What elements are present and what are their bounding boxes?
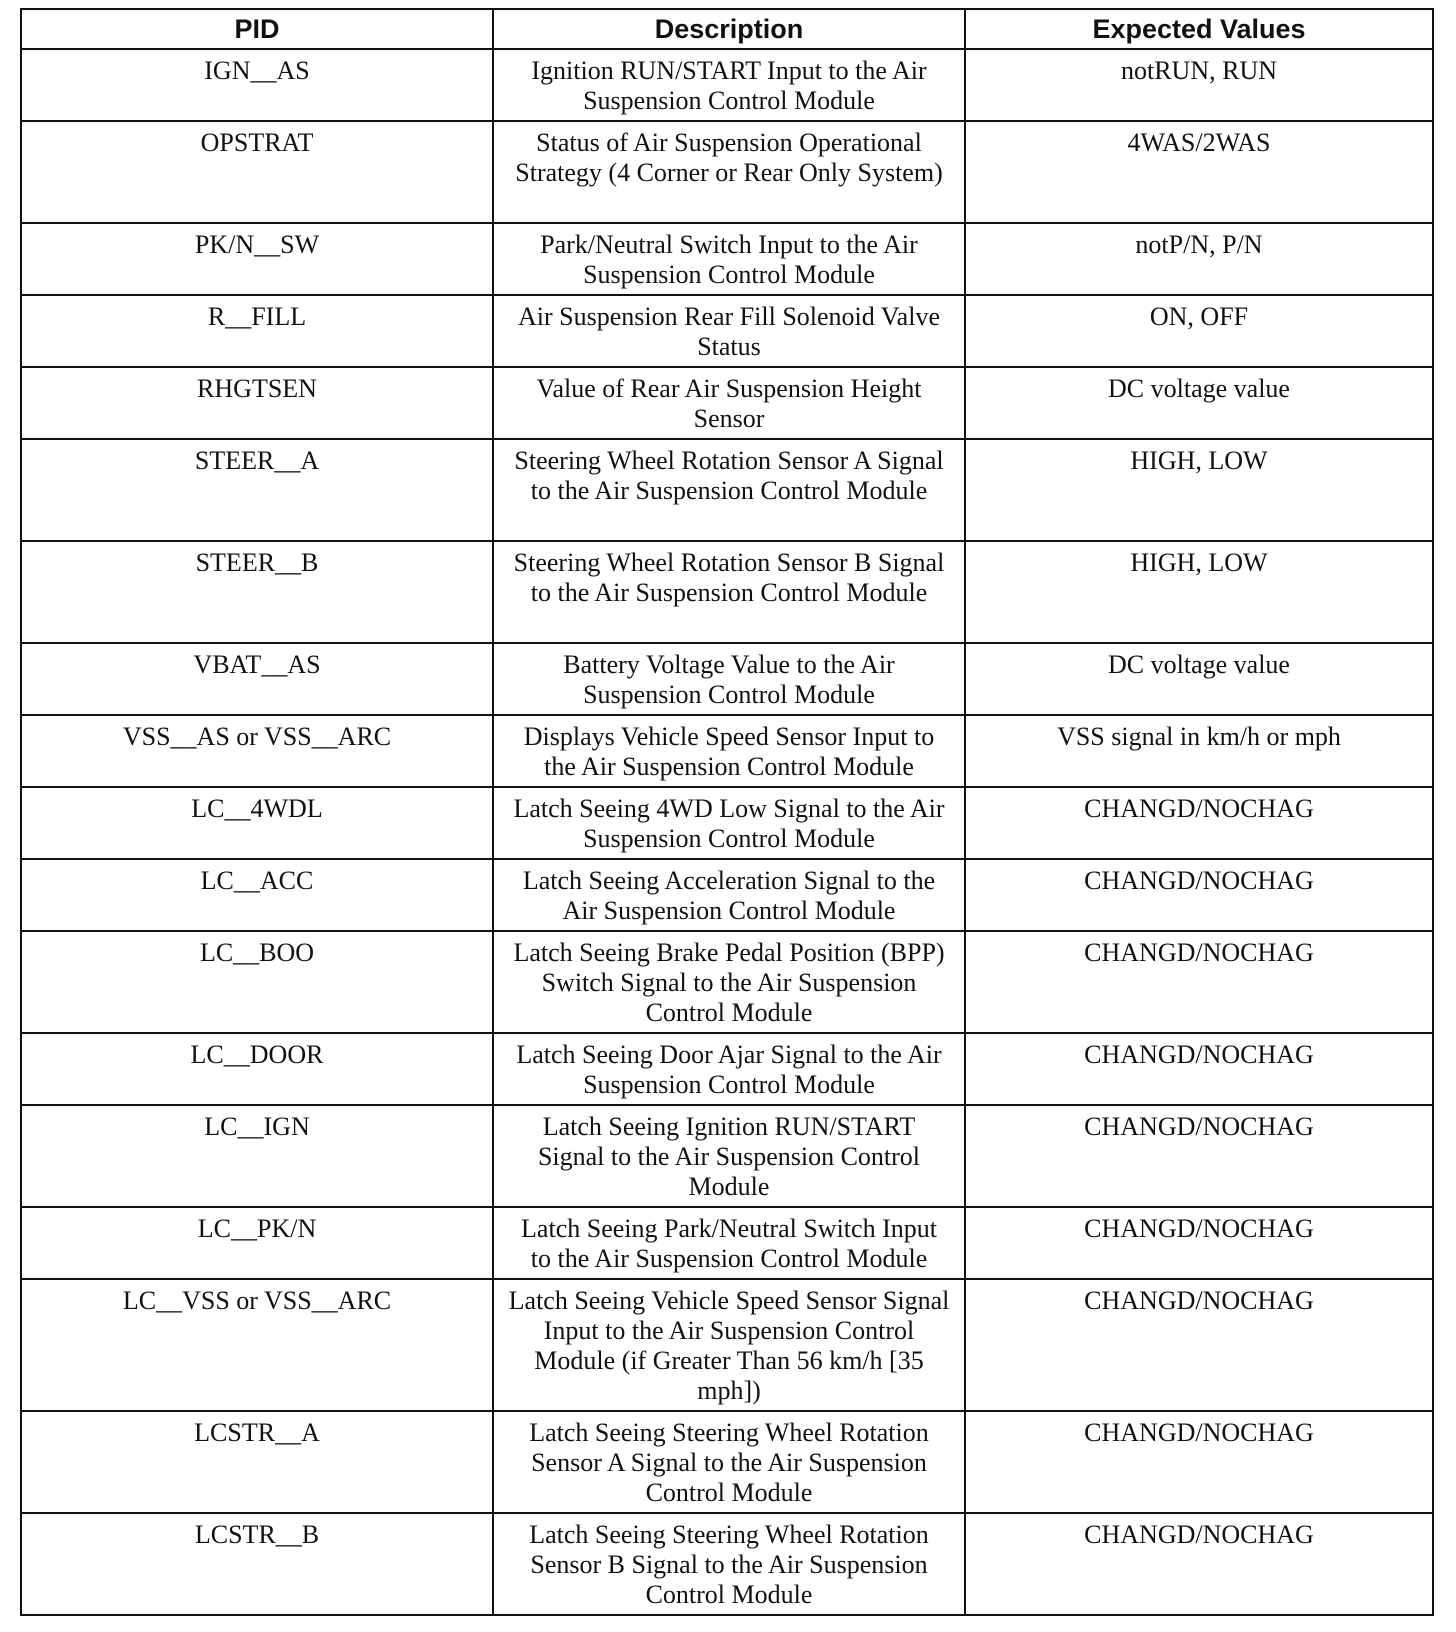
table-row (21, 1033, 1433, 1105)
pid-table (20, 8, 1434, 1616)
table-row (21, 223, 1433, 295)
header-expected-values: Expected Values (965, 9, 1433, 49)
expected-cell: notP/N, P/N (965, 223, 1433, 295)
expected-cell: HIGH, LOW (965, 541, 1433, 643)
description-cell: Latch Seeing Steering Wheel Rotation Sensor B Signal to the Air Suspension Control Module (493, 1513, 965, 1615)
pid-cell: LCSTR__A (21, 1411, 493, 1513)
expected-cell: ON, OFF (965, 295, 1433, 367)
description-cell: Park/Neutral Switch Input to the Air Suspension Control Module (493, 223, 965, 295)
description-cell: Latch Seeing 4WD Low Signal to the Air Suspension Control Module (493, 787, 965, 859)
table-row (21, 859, 1433, 931)
table-row (21, 715, 1433, 787)
table-row (21, 1411, 1433, 1513)
pid-cell: LC__DOOR (21, 1033, 493, 1105)
pid-cell: PK/N__SW (21, 223, 493, 295)
pid-cell: LC__4WDL (21, 787, 493, 859)
description-cell: Steering Wheel Rotation Sensor B Signal to the Air Suspension Control Module (493, 541, 965, 643)
expected-cell: CHANGD/NOCHAG (965, 859, 1433, 931)
expected-cell: notRUN, RUN (965, 49, 1433, 121)
expected-cell: DC voltage value (965, 643, 1433, 715)
description-cell: Displays Vehicle Speed Sensor Input to the Air Suspension Control Module (493, 715, 965, 787)
description-cell: Latch Seeing Acceleration Signal to the Air Suspension Control Module (493, 859, 965, 931)
table-row (21, 121, 1433, 223)
pid-cell: OPSTRAT (21, 121, 493, 223)
description-cell: Air Suspension Rear Fill Solenoid Valve Status (493, 295, 965, 367)
pid-cell: LC__PK/N (21, 1207, 493, 1279)
pid-cell: LC__ACC (21, 859, 493, 931)
table-row (21, 1279, 1433, 1411)
table-row (21, 787, 1433, 859)
table-row (21, 367, 1433, 439)
pid-cell: R__FILL (21, 295, 493, 367)
pid-cell: VBAT__AS (21, 643, 493, 715)
description-cell: Latch Seeing Door Ajar Signal to the Air Suspension Control Module (493, 1033, 965, 1105)
description-cell: Battery Voltage Value to the Air Suspension Control Module (493, 643, 965, 715)
table-row (21, 439, 1433, 541)
expected-cell: CHANGD/NOCHAG (965, 1207, 1433, 1279)
description-cell: Status of Air Suspension Operational Strategy (4 Corner or Rear Only System) (493, 121, 965, 223)
pid-cell: LC__VSS or VSS__ARC (21, 1279, 493, 1411)
table-row (21, 931, 1433, 1033)
table-row (21, 643, 1433, 715)
expected-cell: CHANGD/NOCHAG (965, 787, 1433, 859)
table-row (21, 1207, 1433, 1279)
pid-cell: IGN__AS (21, 49, 493, 121)
description-cell: Steering Wheel Rotation Sensor A Signal to the Air Suspension Control Module (493, 439, 965, 541)
pid-cell: STEER__B (21, 541, 493, 643)
table-row (21, 49, 1433, 121)
pid-cell: LCSTR__B (21, 1513, 493, 1615)
description-cell: Latch Seeing Steering Wheel Rotation Sensor A Signal to the Air Suspension Control Module (493, 1411, 965, 1513)
pid-cell: STEER__A (21, 439, 493, 541)
header-pid: PID (21, 9, 493, 49)
table-row (21, 295, 1433, 367)
expected-cell: HIGH, LOW (965, 439, 1433, 541)
expected-cell: VSS signal in km/h or mph (965, 715, 1433, 787)
pid-cell: RHGTSEN (21, 367, 493, 439)
description-cell: Latch Seeing Ignition RUN/START Signal to the Air Suspension Control Module (493, 1105, 965, 1207)
expected-cell: DC voltage value (965, 367, 1433, 439)
table-header-row (21, 9, 1433, 49)
expected-cell: CHANGD/NOCHAG (965, 1279, 1433, 1411)
description-cell: Latch Seeing Park/Neutral Switch Input to the Air Suspension Control Module (493, 1207, 965, 1279)
expected-cell: 4WAS/2WAS (965, 121, 1433, 223)
pid-cell: LC__IGN (21, 1105, 493, 1207)
description-cell: Latch Seeing Brake Pedal Position (BPP) Switch Signal to the Air Suspension Control Module (493, 931, 965, 1033)
table-row (21, 1513, 1433, 1615)
description-cell: Ignition RUN/START Input to the Air Suspension Control Module (493, 49, 965, 121)
table-row (21, 1105, 1433, 1207)
expected-cell: CHANGD/NOCHAG (965, 1513, 1433, 1615)
expected-cell: CHANGD/NOCHAG (965, 931, 1433, 1033)
expected-cell: CHANGD/NOCHAG (965, 1105, 1433, 1207)
header-description: Description (493, 9, 965, 49)
expected-cell: CHANGD/NOCHAG (965, 1411, 1433, 1513)
description-cell: Value of Rear Air Suspension Height Sensor (493, 367, 965, 439)
pid-cell: VSS__AS or VSS__ARC (21, 715, 493, 787)
description-cell: Latch Seeing Vehicle Speed Sensor Signal Input to the Air Suspension Control Module (if Greater Than 56 km/h [35 mph]) (493, 1279, 965, 1411)
pid-cell: LC__BOO (21, 931, 493, 1033)
table-row (21, 541, 1433, 643)
expected-cell: CHANGD/NOCHAG (965, 1033, 1433, 1105)
